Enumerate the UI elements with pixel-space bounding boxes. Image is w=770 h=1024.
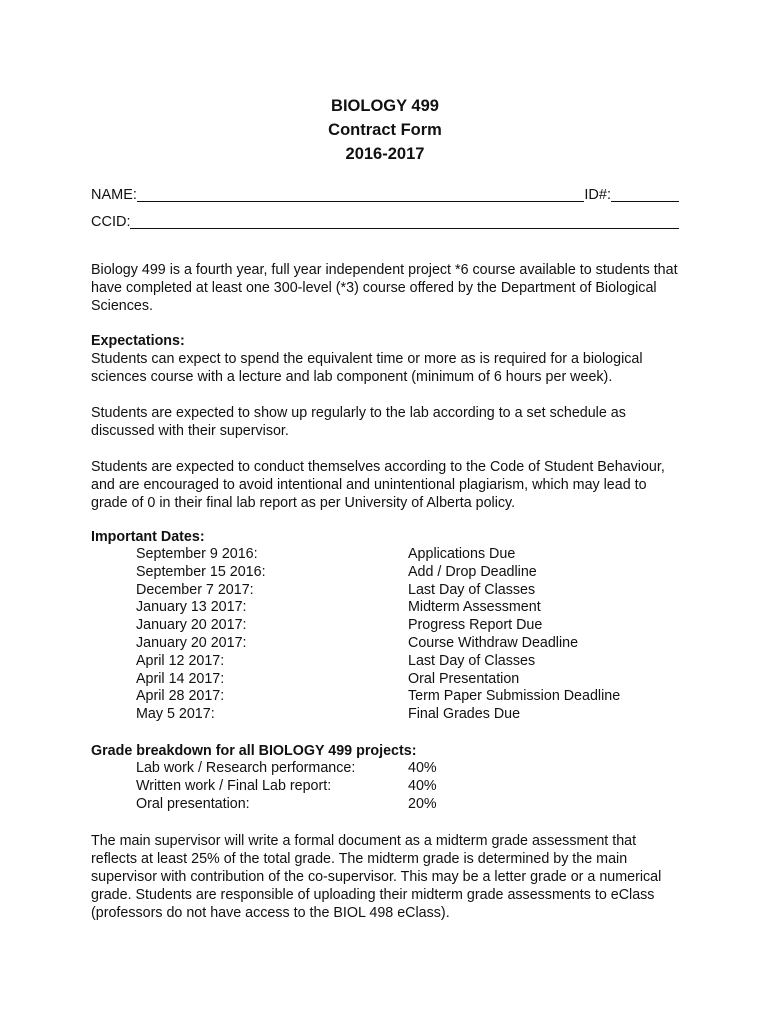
title-line-course: BIOLOGY 499: [331, 97, 439, 115]
expectations-paragraph: Students are expected to conduct themselves according to the Code of Student Behaviour, and are encouraged to avoid intentional and unintentional plagiarism, which may lead to grade of 0 in their final lab report as per University of Alberta policy.: [91, 459, 665, 511]
date-row: [91, 706, 681, 724]
grade-row: [91, 760, 681, 778]
grades-heading: Grade breakdown for all BIOLOGY 499 projects:: [91, 743, 417, 759]
name-field-line[interactable]: [137, 187, 584, 202]
dates-heading: Important Dates:: [91, 529, 205, 545]
date-row: [91, 671, 681, 689]
date-event: Last Day of Classes: [408, 652, 536, 669]
grade-value: 40%: [408, 777, 437, 794]
name-label: NAME:: [91, 187, 137, 203]
grade-breakdown-section: [91, 742, 681, 813]
grade-value: 20%: [408, 795, 437, 812]
ccid-field-line[interactable]: [130, 214, 679, 229]
date-label: May 5 2017:: [136, 706, 215, 723]
grade-label: Lab work / Research performance:: [136, 760, 356, 776]
name-id-row: [91, 186, 679, 204]
date-row: [91, 546, 681, 564]
date-label: September 9 2016:: [136, 546, 258, 562]
date-row: [91, 564, 681, 582]
date-label: April 14 2017:: [136, 670, 225, 687]
date-row: [91, 582, 681, 600]
grade-label: Written work / Final Lab report:: [136, 777, 332, 794]
intro-paragraph: Biology 499 is a fourth year, full year independent project *6 course available to students that have completed at least one 300-level (*3) course offered by the Department of Biological Sciences.: [91, 262, 678, 314]
date-event: Term Paper Submission Deadline: [408, 688, 621, 705]
document-title: [0, 94, 770, 166]
expectations-section: [91, 332, 681, 512]
grade-row: [91, 796, 681, 814]
date-label: September 15 2016:: [136, 563, 266, 580]
date-row: [91, 688, 681, 706]
ccid-label: CCID:: [91, 214, 131, 230]
expectations-heading: Expectations:: [91, 333, 185, 349]
date-event: Add / Drop Deadline: [408, 563, 537, 580]
date-label: January 13 2017:: [136, 599, 247, 616]
date-event: Oral Presentation: [408, 670, 520, 687]
date-row: [91, 653, 681, 671]
date-label: January 20 2017:: [136, 634, 247, 651]
grade-label: Oral presentation:: [136, 795, 250, 812]
expectations-paragraph: Students can expect to spend the equivalent time or more as is required for a biological sciences course with a lecture and lab component (minimum of 6 hours per week).: [91, 351, 643, 385]
ccid-row: [91, 213, 679, 231]
date-label: January 20 2017:: [136, 617, 247, 634]
id-field-line[interactable]: [611, 187, 679, 202]
date-event: Midterm Assessment: [408, 599, 541, 616]
date-label: December 7 2017:: [136, 581, 254, 598]
date-label: April 12 2017:: [136, 652, 225, 669]
title-line-form: Contract Form: [328, 121, 442, 139]
closing-paragraph: The main supervisor will write a formal document as a midterm grade assessment that reflects at least 25% of the total grade. The midterm grade is determined by the main supervisor with contribution of the co-supervisor. This may be a letter grade or a numerical grade. Students are responsible of uploading their midterm grade assessments to eClass (professors do not have access to the BIOL 498 eClass).: [91, 833, 662, 921]
important-dates-section: [91, 528, 681, 724]
date-event: Course Withdraw Deadline: [408, 634, 579, 651]
date-row: [91, 617, 681, 635]
id-label: ID#:: [584, 187, 611, 203]
date-event: Applications Due: [408, 546, 516, 562]
grade-row: [91, 778, 681, 796]
expectations-paragraph: Students are expected to show up regularly to the lab according to a set schedule as discussed with their supervisor.: [91, 405, 626, 439]
date-label: April 28 2017:: [136, 688, 225, 705]
date-event: Last Day of Classes: [408, 581, 536, 598]
date-row: [91, 599, 681, 617]
date-event: Final Grades Due: [408, 706, 521, 723]
date-row: [91, 635, 681, 653]
title-line-year: 2016-2017: [345, 145, 425, 163]
grade-value: 40%: [408, 760, 437, 776]
date-event: Progress Report Due: [408, 617, 543, 634]
